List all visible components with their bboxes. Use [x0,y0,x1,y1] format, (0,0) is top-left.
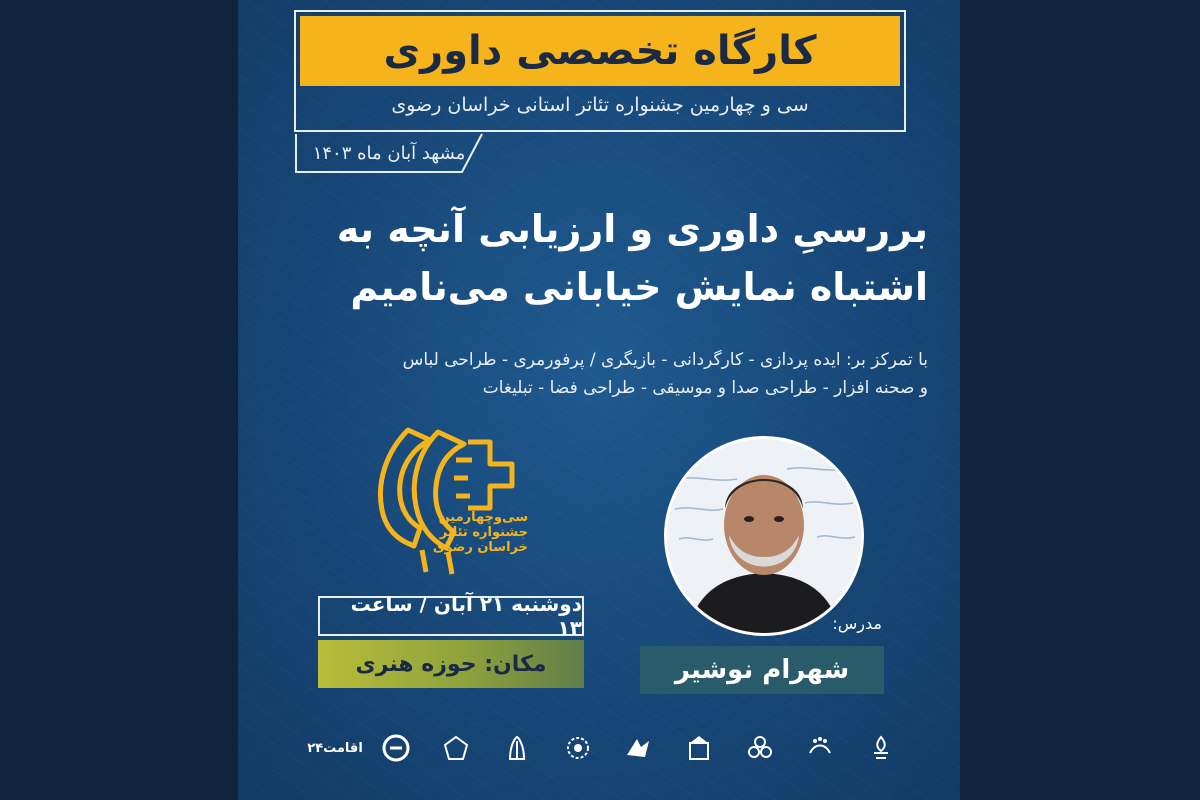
focus-areas [278,346,928,402]
sponsor-logo [682,731,716,765]
logo-text-line-2: جشنواره تئاتر [439,525,528,540]
sponsor-emblem-icon [563,733,593,763]
sponsor-emblem-icon [441,733,471,763]
sponsor-emblem-icon [745,733,775,763]
sponsor-emblem-icon [502,733,532,763]
instructor-photo [664,436,864,636]
logo-text [378,510,528,555]
sponsor-logo [621,731,655,765]
sponsor-emblem-icon [866,733,896,763]
poster [238,0,960,800]
headline-line-1: بررسیِ داوری و ارزیابی آنچه به [336,207,928,251]
headline [278,200,928,316]
sponsor-logo [561,731,595,765]
festival-subtitle: سی و چهارمین جشنواره تئاتر استانی خراسان رضوی [391,94,809,116]
schedule: دوشنبه ۲۱ آبان / ساعت ۱۳ [318,596,584,636]
sponsor-logo [307,731,363,765]
date-tag [294,132,484,174]
headline-line-2: اشتباه نمایش خیابانی می‌نامیم [350,265,928,309]
sponsor-logo [743,731,777,765]
sponsor-logo [803,731,837,765]
sponsor-logo [500,731,534,765]
instructor-name: شهرام نوشیر [640,646,884,694]
sponsor-logo-text: اقامت۲۴ [307,740,363,756]
logo-text-line-3: خراسان رضوی [432,540,528,555]
date-tag-text: مشهد آبان ماه ۱۴۰۳ [312,142,466,164]
sponsor-logo [439,731,473,765]
sponsor-logo [379,731,413,765]
sponsor-logo [864,731,898,765]
workshop-title: کارگاه تخصصی داوری [300,16,900,86]
instructor-label: مدرس: [832,614,882,633]
sponsor-logos [307,728,898,768]
focus-line-2: و صحنه افزار - طراحی صدا و موسیقی - طراحی فضا - تبلیغات [482,378,928,398]
sponsor-emblem-icon [805,733,835,763]
sponsor-emblem-icon [684,733,714,763]
sponsor-emblem-icon [623,733,653,763]
festival-logo-icon [368,420,518,580]
logo-text-line-1: سی‌وچهارمین [438,510,528,525]
instructor-portrait [667,439,861,633]
focus-line-1: با تمرکز بر: ایده پردازی - کارگردانی - بازیگری / پرفورمری - طراحی لباس [402,350,928,370]
venue: مکان: حوزه هنری [318,640,584,688]
sponsor-emblem-icon [381,733,411,763]
